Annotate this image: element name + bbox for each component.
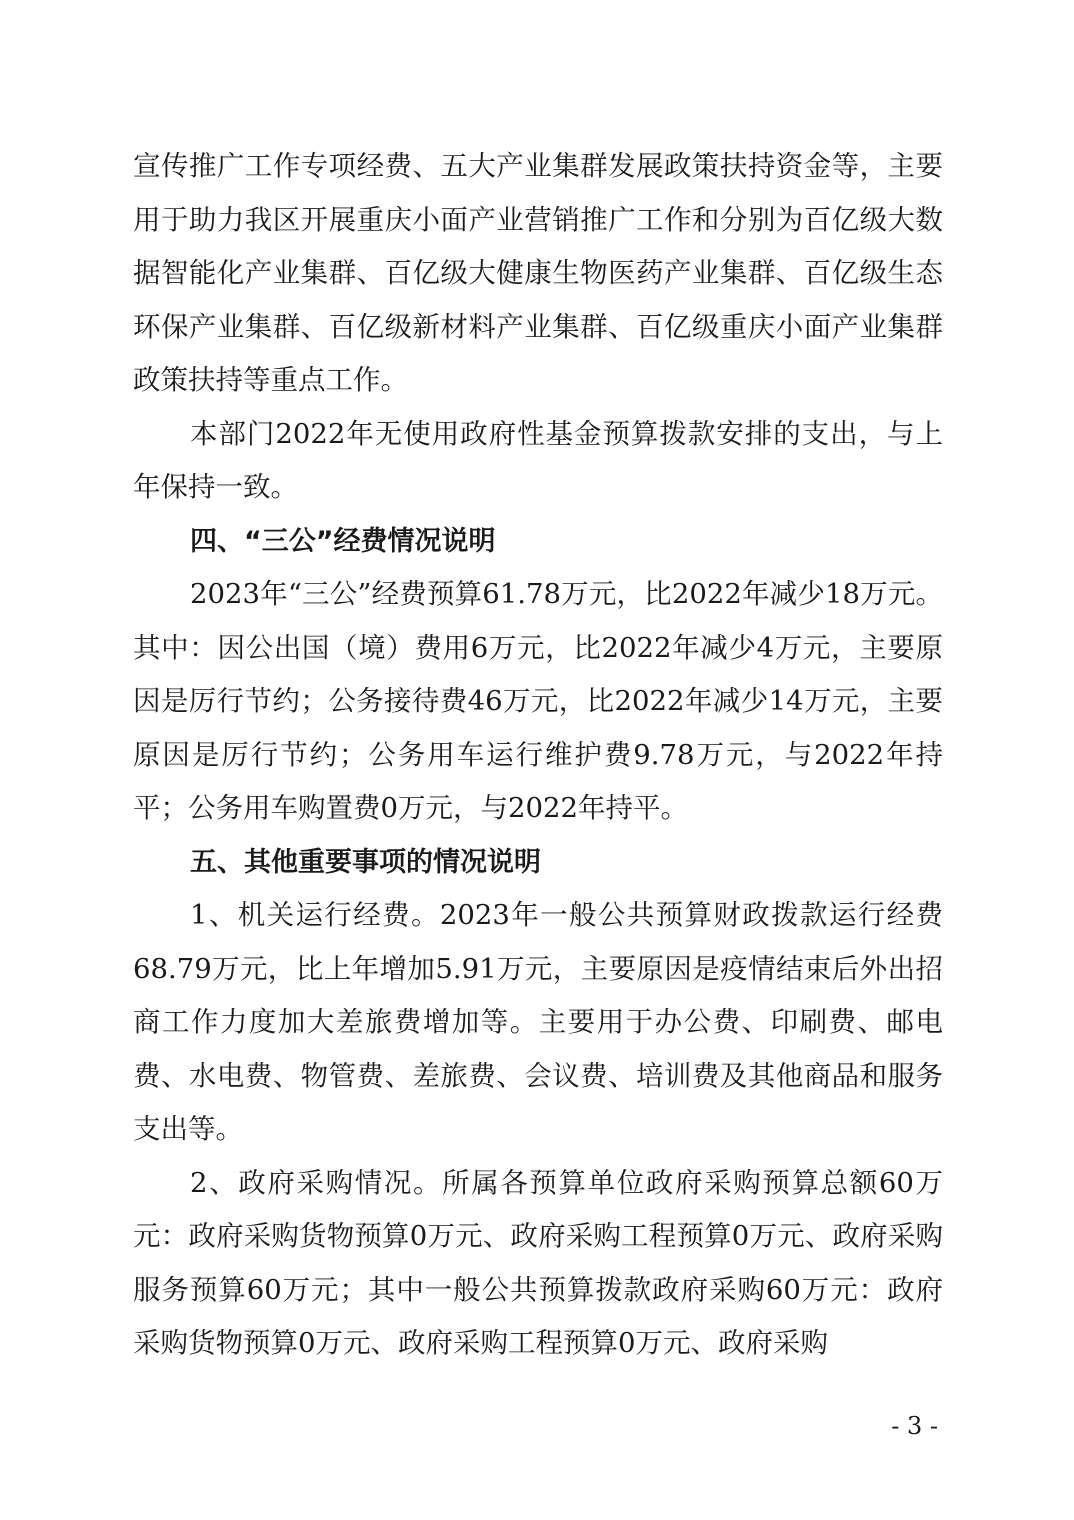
- section-heading-three-public-expenses: 四、“三公”经费情况说明: [190, 525, 496, 557]
- paragraph-operating-expenses: 1、机关运行经费。2023年一般公共预算财政拨款运行经费68.79万元，比上年增加5.91万元，主要原因是疫情结束后外出招商工作力度加大差旅费增加等。主要用于办公费、印刷费、邮电费、水电费、物管费、差旅费、会议费、培训费及其他商品和服务支出等。: [133, 899, 943, 1145]
- paragraph-government-fund: 本部门2022年无使用政府性基金预算拨款安排的支出，与上年保持一致。: [133, 417, 943, 503]
- page-number: - 3 -: [891, 1412, 938, 1440]
- section-heading-other-matters: 五、其他重要事项的情况说明: [190, 846, 541, 878]
- paragraph-three-public-expenses: 2023年“三公”经费预算61.78万元，比2022年减少18万元。其中：因公出国（境）费用6万元，比2022年减少4万元，主要原因是厉行节约；公务接待费46万元，比2022年减少14万元，主要原因是厉行节约；公务用车运行维护费9.78万元，与2022年持平；公务用车购置费0万元，与2022年持平。: [133, 578, 943, 824]
- document-body: [133, 140, 943, 1371]
- paragraph-funding-usage: 宣传推广工作专项经费、五大产业集群发展政策扶持资金等，主要用于助力我区开展重庆小面产业营销推广工作和分别为百亿级大数据智能化产业集群、百亿级大健康生物医药产业集群、百亿级生态环保产业集群、百亿级新材料产业集群、百亿级重庆小面产业集群政策扶持等重点工作。: [133, 150, 943, 396]
- paragraph-government-procurement: 2、政府采购情况。所属各预算单位政府采购预算总额60万元：政府采购货物预算0万元、政府采购工程预算0万元、政府采购服务预算60万元；其中一般公共预算拨款政府采购60万元：政府采购货物预算0万元、政府采购工程预算0万元、政府采购: [133, 1166, 943, 1359]
